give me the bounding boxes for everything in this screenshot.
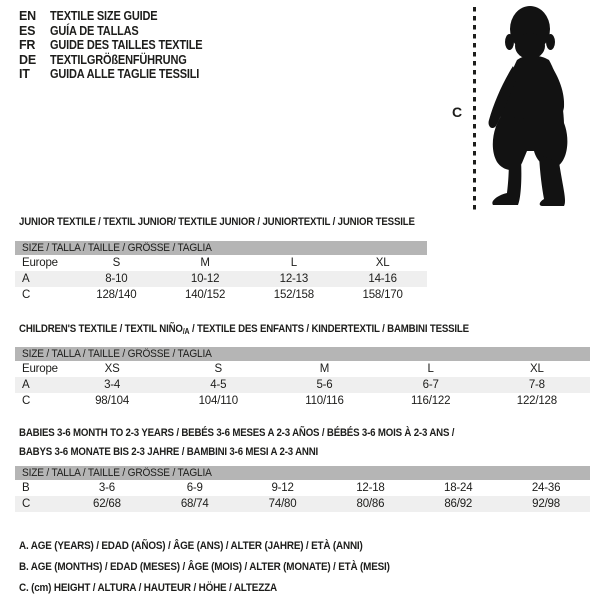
- height-measure-line: [472, 7, 477, 215]
- cell: XS: [104, 363, 120, 375]
- cell: 152/158: [273, 289, 314, 301]
- table-row-age: [15, 377, 590, 393]
- cell: 10-12: [161, 271, 250, 287]
- lang-row-de: [19, 53, 223, 68]
- lang-label: TEXTILE SIZE GUIDE: [50, 9, 158, 23]
- junior-section-title: JUNIOR TEXTILE / TEXTIL JUNIOR/ TEXTILE JUNIOR / JUNIORTEXTIL / JUNIOR TESSILE: [19, 216, 415, 228]
- row-label: B: [22, 482, 30, 494]
- lang-code: IT: [19, 67, 30, 82]
- legend-line-b: B. AGE (MONTHS) / EDAD (MESES) / ÂGE (MOIS) / ALTER (MONATE) / ETÀ (MESI): [19, 561, 390, 573]
- cell: L: [290, 257, 297, 269]
- cell: 140/152: [185, 289, 226, 301]
- lang-row-fr: [19, 38, 223, 53]
- row-label: Europe: [22, 363, 58, 375]
- cell: 98/104: [95, 395, 130, 407]
- cell: 9-12: [271, 482, 294, 494]
- lang-code: ES: [19, 23, 36, 38]
- children-title-post: / TEXTILE DES ENFANTS / KINDERTEXTIL / BAMBINI TESSILE: [189, 323, 469, 335]
- lang-label: GUÍA DE TALLAS: [50, 23, 139, 38]
- lang-code: EN: [19, 9, 36, 23]
- cell: XL: [530, 363, 544, 375]
- lang-code: FR: [19, 38, 36, 53]
- cell: 6-9: [186, 482, 203, 494]
- table-row-height: [15, 393, 590, 409]
- cell: 110/116: [305, 395, 344, 407]
- cell: 7-8: [484, 377, 590, 393]
- cell: 14-16: [338, 271, 427, 287]
- cell: 92/98: [502, 496, 590, 512]
- table-row-europe: [15, 255, 427, 271]
- babies-title-line2: BABYS 3-6 MONATE BIS 2-3 JAHRE / BAMBINI 3-6 MESI A 2-3 ANNI: [19, 446, 319, 458]
- cell: XL: [375, 257, 390, 269]
- lang-label: GUIDA ALLE TAGLIE TESSILI: [50, 67, 200, 82]
- children-section-title: [19, 320, 469, 341]
- size-header-bar: [15, 347, 590, 361]
- cell: 5-6: [271, 377, 377, 393]
- baby-silhouette-icon: [487, 4, 587, 212]
- cell: 12-13: [250, 271, 339, 287]
- babies-size-table: [15, 466, 590, 512]
- dashed-line-icon: [472, 7, 477, 210]
- cell: 116/122: [410, 395, 451, 407]
- row-label: A: [15, 377, 59, 393]
- legend-line-a: A. AGE (YEARS) / EDAD (AÑOS) / ÂGE (ANS) / ALTER (JAHRE) / ETÀ (ANNI): [19, 540, 363, 552]
- table-row-europe: [15, 361, 590, 377]
- lang-label: GUIDE DES TAILLES TEXTILE: [50, 38, 203, 53]
- legend: [19, 536, 431, 599]
- row-label: Europe: [22, 257, 58, 269]
- cell: M: [319, 363, 330, 375]
- cell: 104/110: [198, 395, 238, 407]
- children-title-sub: /A: [182, 327, 190, 336]
- table-row-age: [15, 271, 427, 287]
- lang-row-es: [19, 24, 223, 39]
- table-row-height: [15, 287, 427, 303]
- cell: 68/74: [151, 496, 239, 512]
- cell: 24-36: [531, 482, 561, 494]
- lang-code: DE: [19, 52, 36, 67]
- cell: 80/86: [326, 496, 414, 512]
- legend-line-c: C. (cm) HEIGHT / ALTURA / HAUTEUR / HÖHE / ALTEZZA: [19, 582, 277, 594]
- cell: 74/80: [239, 496, 327, 512]
- lang-row-it: [19, 67, 223, 82]
- junior-size-table: [15, 241, 427, 303]
- children-title-pre: CHILDREN'S TEXTILE / TEXTIL NIÑO: [19, 323, 183, 335]
- cell: 6-7: [378, 377, 484, 393]
- cell: 86/92: [414, 496, 502, 512]
- cell: L: [427, 363, 434, 375]
- size-header-bar: [15, 466, 590, 480]
- babies-title-line1: BABIES 3-6 MONTH TO 2-3 YEARS / BEBÉS 3-6 MESES A 2-3 AÑOS / BÉBÉS 3-6 MOIS À 2-3 ANS /: [19, 427, 455, 439]
- cell: 122/128: [516, 395, 557, 407]
- babies-section-title: [19, 424, 454, 462]
- size-header-text: SIZE / TALLA / TAILLE / GRÖSSE / TAGLIA: [22, 467, 212, 479]
- cell: 8-10: [72, 271, 161, 287]
- cell: 4-5: [165, 377, 271, 393]
- cell: 3-4: [59, 377, 165, 393]
- row-label: C: [22, 289, 31, 301]
- lang-row-en: [19, 9, 223, 24]
- size-header-text: SIZE / TALLA / TAILLE / GRÖSSE / TAGLIA: [22, 242, 212, 254]
- cell: S: [214, 363, 223, 375]
- size-header-bar: [15, 241, 427, 255]
- size-header-cell: [15, 241, 427, 255]
- row-label: C: [15, 496, 63, 512]
- cell: 3-6: [98, 482, 115, 494]
- size-header-cell: [15, 347, 590, 361]
- lang-label: TEXTILGRÖßENFÜHRUNG: [50, 52, 187, 67]
- cell: 12-18: [356, 482, 385, 494]
- row-label: A: [15, 271, 72, 287]
- cell: S: [112, 257, 121, 269]
- height-label-c: C: [452, 104, 463, 120]
- row-label: C: [22, 395, 31, 407]
- language-list: [19, 9, 223, 82]
- table-row-height: [15, 496, 590, 512]
- children-size-table: [15, 347, 590, 409]
- size-header-text: SIZE / TALLA / TAILLE / GRÖSSE / TAGLIA: [22, 348, 212, 360]
- table-row-months: [15, 480, 590, 496]
- cell: 18-24: [444, 482, 473, 494]
- cell: M: [200, 257, 210, 269]
- cell: 158/170: [362, 289, 403, 301]
- size-header-cell: [15, 466, 590, 480]
- cell: 128/140: [96, 289, 137, 301]
- cell: 62/68: [63, 496, 151, 512]
